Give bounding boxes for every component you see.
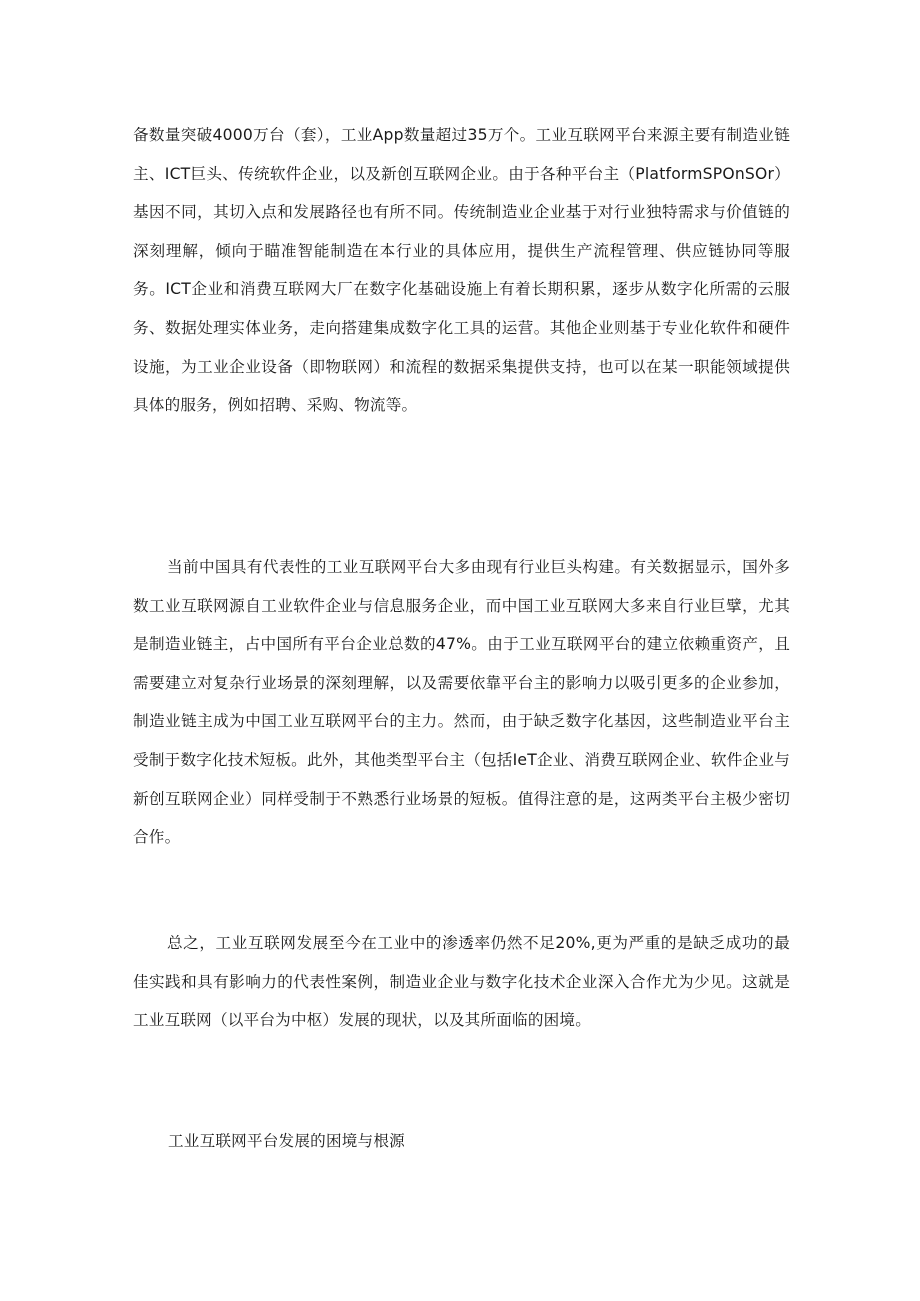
paragraph-platform-sources: 备数量突破4000万台（套），工业App数量超过35万个。工业互联网平台来源主要有制造业链主、ICT巨头、传统软件企业，以及新创互联网企业。由于各种平台主（PlatformSPOnSOr）基因不同，其切入点和发展路径也有所不同。传统制造业企业基于对行业独特需求与价值链的深刻理解，倾向于瞄准智能制造在本行业的具体应用，提供生产流程管理、供应链协同等服务。ICT企业和消费互联网大厂在数字化基础设施上有着长期积累，逐步从数字化所需的云服务、数据处理实体业务，走向搭建集成数字化工具的运营。其他企业则基于专业化软件和硬件设施，为工业企业设备（即物联网）和流程的数据采集提供支持，也可以在某一职能领域提供具体的服务，例如招聘、采购、物流等。 (133, 126, 790, 415)
section-heading: 工业互联网平台发展的困境与根源 (168, 1132, 405, 1150)
paragraph-china-platforms: 当前中国具有代表性的工业互联网平台大多由现有行业巨头构建。有关数据显示，国外多数工业互联网源自工业软件企业与信息服务企业，而中国工业互联网大多来自行业巨擘，尤其是制造业链主，占中国所有平台企业总数的47%。由于工业互联网平台的建立依赖重资产，且需要建立对复杂行业场景的深刻理解，以及需要依靠平台主的影响力以吸引更多的企业参加，制造业链主成为中国工业互联网平台的主力。然而，由于缺乏数字化基因，这些制造业平台主受制于数字化技术短板。此外，其他类型平台主（包括IeT企业、消费互联网企业、软件企业与新创互联网企业）同样受制于不熟悉行业场景的短板。值得注意的是，这两类平台主极少密切合作。 (133, 558, 790, 847)
paragraph-summary: 总之，工业互联网发展至今在工业中的渗透率仍然不足20%,更为严重的是缺乏成功的最佳实践和具有影响力的代表性案例，制造业企业与数字化技术企业深入合作尤为少见。这就是工业互联网（以平台为中枢）发展的现状，以及其所面临的困境。 (133, 934, 790, 1030)
